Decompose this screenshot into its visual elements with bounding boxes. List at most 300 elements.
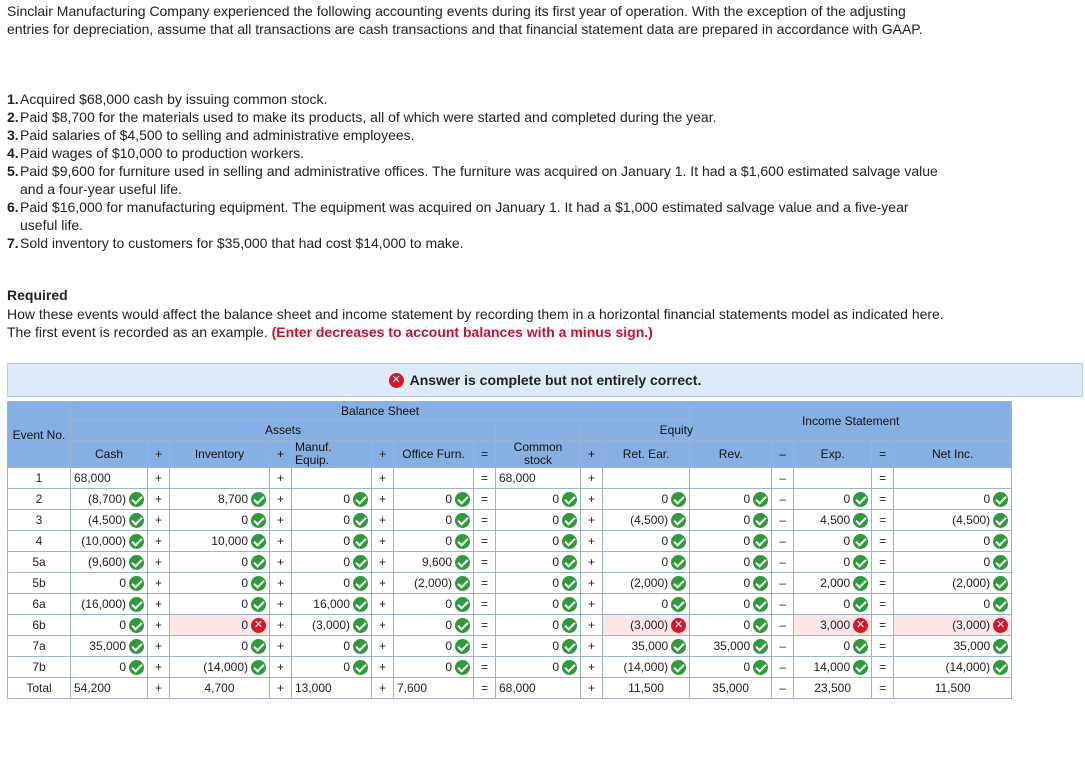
operator: +: [372, 594, 394, 615]
cell-office[interactable]: (2,000): [394, 573, 474, 594]
cell-ret[interactable]: 0: [603, 489, 690, 510]
correct-check-icon: [251, 534, 266, 549]
cell-rev[interactable]: 0: [690, 531, 772, 552]
cell-exp[interactable]: 0: [794, 531, 872, 552]
operator: +: [372, 657, 394, 678]
cell-exp[interactable]: 0: [794, 489, 872, 510]
cell-net: [894, 468, 1012, 489]
correct-check-icon: [853, 555, 868, 570]
operator: +: [270, 678, 292, 699]
total-inv: 4,700: [170, 678, 270, 699]
correct-check-icon: [671, 576, 686, 591]
cell-cash[interactable]: 0: [71, 615, 148, 636]
table-row: [8, 657, 1012, 678]
operator: +: [270, 531, 292, 552]
correct-check-icon: [129, 660, 144, 675]
correct-check-icon: [993, 639, 1008, 654]
correct-check-icon: [129, 513, 144, 528]
col-common-stock: Common stock: [496, 441, 581, 468]
cell-inv[interactable]: 0 ✕: [170, 615, 270, 636]
event-list: [7, 90, 947, 252]
table-row: [8, 531, 1012, 552]
total-manuf: 13,000: [292, 678, 372, 699]
cell-cash[interactable]: 0: [71, 573, 148, 594]
event-number: 5b: [8, 573, 71, 594]
cell-net[interactable]: (14,000): [894, 657, 1012, 678]
incorrect-icon: ✕: [993, 618, 1008, 633]
correct-check-icon: [753, 492, 768, 507]
operator: +: [581, 636, 603, 657]
correct-check-icon: [562, 639, 577, 654]
correct-check-icon: [671, 534, 686, 549]
correct-check-icon: [455, 555, 470, 570]
operator: =: [474, 678, 496, 699]
correct-check-icon: [753, 576, 768, 591]
cell-ret[interactable]: (2,000): [603, 573, 690, 594]
incorrect-icon: ✕: [251, 618, 266, 633]
operator: –: [772, 636, 794, 657]
cell-office[interactable]: 0: [394, 510, 474, 531]
correct-check-icon: [251, 513, 266, 528]
operator: +: [148, 636, 170, 657]
event-number: 4: [8, 531, 71, 552]
operator: =: [474, 657, 496, 678]
problem-intro: Sinclair Manufacturing Company experienced the following accounting events during its first year of operation. With the exception of the adjusting entries for depreciation, assume that all transactions are cash transactions and that financial statement data are prepared in accordance with GAAP.: [7, 3, 923, 37]
operator: –: [772, 594, 794, 615]
cell-inv[interactable]: 8,700: [170, 489, 270, 510]
operator: =: [474, 510, 496, 531]
correct-check-icon: [562, 660, 577, 675]
total-exp: 23,500: [794, 678, 872, 699]
cell-net[interactable]: (4,500): [894, 510, 1012, 531]
operator: –: [772, 615, 794, 636]
col-inventory: Inventory: [170, 441, 270, 468]
operator: +: [581, 552, 603, 573]
x-circle-icon: ✕: [389, 373, 404, 388]
incorrect-icon: ✕: [853, 618, 868, 633]
correct-check-icon: [993, 555, 1008, 570]
financial-statements-model: Event No. Balance Sheet Income Statement Assets Equity Cash + Inventory + Manuf. Equip. + Office Furn. = Common stock + Ret. Ear. Rev. – Exp. = Net Inc. 1 68,000 + + + = 68,000 + – = 2 (8,700) + 8,700 + 0 + 0 = 0 + 0 0 – 0 = 0 3 (4,500) + 0 + 0 + 0 = 0 + (4,500) 0 – 4,500 = (4,500) 4 (10,000) + 10,000 + 0 + 0 = 0 + 0 0 – 0 = 0 5a (9,600) + 0 + 0 + 9,600 = 0 + 0 0 – 0 = 0 5b 0 + 0 + 0 + (2,000) = 0 + (2,000) 0 – 2,000 = (2,000) 6a (16,000) + 0 + 16,000 + 0 = 0 + 0 0 – 0 = 0 6b 0 + 0 ✕ + (3,000) + 0 = 0 + (3,000) ✕ 0 – 3,000 ✕ = (3,000) ✕ 7a 35,000 + 0 + 0 + 0 = 0 + 35,000 35,000 – 0 = 35,000 7b 0 + (14,000) + 0 + 0 = 0 + (14,000) 0 – 14,000 = (14,000) Total 54,200 + 4,700 + 13,000 + 7,600 = 68,000 + 11,500 35,000 – 23,500 = 11,500: [7, 401, 1012, 699]
cell-cash[interactable]: (16,000): [71, 594, 148, 615]
cell-stock[interactable]: 0: [496, 573, 581, 594]
correct-check-icon: [251, 576, 266, 591]
operator: +: [148, 510, 170, 531]
correct-check-icon: [562, 597, 577, 612]
col-manuf-equip: Manuf. Equip.: [292, 441, 372, 468]
cell-net[interactable]: 0: [894, 489, 1012, 510]
cell-exp: [794, 468, 872, 489]
event-number: 7b: [8, 657, 71, 678]
correct-check-icon: [671, 513, 686, 528]
event-item: 5. Paid $9,600 for furniture used in selling and administrative offices. The furniture was acquired on January 1. It had a $1,600 estimated salvage value and a four-year useful life.: [7, 163, 938, 197]
operator: +: [270, 510, 292, 531]
cell-office[interactable]: 0: [394, 489, 474, 510]
event-number: 1: [8, 468, 71, 489]
correct-check-icon: [753, 534, 768, 549]
correct-check-icon: [251, 492, 266, 507]
cell-exp[interactable]: 14,000: [794, 657, 872, 678]
operator: +: [148, 594, 170, 615]
operator: +: [372, 552, 394, 573]
cell-ret[interactable]: 0: [603, 594, 690, 615]
cell-net[interactable]: (3,000) ✕: [894, 615, 1012, 636]
table-row: [8, 573, 1012, 594]
required-heading: Required: [7, 287, 68, 303]
cell-exp[interactable]: 0: [794, 594, 872, 615]
operator: =: [872, 615, 894, 636]
cell-cash[interactable]: (10,000): [71, 531, 148, 552]
operator: =: [872, 489, 894, 510]
assets-header: Assets: [71, 420, 496, 441]
operator: =: [872, 594, 894, 615]
cell-manuf[interactable]: 0: [292, 636, 372, 657]
correct-check-icon: [353, 513, 368, 528]
correct-check-icon: [353, 618, 368, 633]
cell-rev[interactable]: 0: [690, 573, 772, 594]
correct-check-icon: [129, 492, 144, 507]
correct-check-icon: [562, 534, 577, 549]
cell-office[interactable]: 0: [394, 531, 474, 552]
table-row: [8, 552, 1012, 573]
cell-stock[interactable]: 0: [496, 594, 581, 615]
total-row: [8, 678, 1012, 699]
correct-check-icon: [671, 639, 686, 654]
correct-check-icon: [671, 660, 686, 675]
operator: =: [872, 573, 894, 594]
correct-check-icon: [251, 555, 266, 570]
correct-check-icon: [353, 492, 368, 507]
correct-check-icon: [853, 639, 868, 654]
operator: =: [474, 489, 496, 510]
answer-status-text: Answer is complete but not entirely correct.: [409, 372, 702, 388]
cell-rev: [690, 468, 772, 489]
cell-rev[interactable]: 35,000: [690, 636, 772, 657]
correct-check-icon: [129, 555, 144, 570]
cell-cash[interactable]: (8,700): [71, 489, 148, 510]
operator: +: [372, 489, 394, 510]
correct-check-icon: [671, 555, 686, 570]
event-item: 1. Acquired $68,000 cash by issuing common stock.: [7, 91, 328, 107]
correct-check-icon: [455, 660, 470, 675]
cell-ret[interactable]: 0: [603, 531, 690, 552]
event-no-header: Event No.: [8, 402, 71, 468]
correct-check-icon: [251, 597, 266, 612]
operator: +: [270, 594, 292, 615]
operator: +: [372, 636, 394, 657]
correct-check-icon: [455, 513, 470, 528]
operator: +: [270, 489, 292, 510]
event-number: 6a: [8, 594, 71, 615]
event-number: 7a: [8, 636, 71, 657]
operator: =: [474, 552, 496, 573]
cell-manuf[interactable]: 0: [292, 531, 372, 552]
cell-cash[interactable]: 35,000: [71, 636, 148, 657]
equity-header: Equity: [581, 420, 772, 441]
operator: +: [148, 573, 170, 594]
operator: –: [772, 657, 794, 678]
cell-manuf[interactable]: 0: [292, 489, 372, 510]
cell-cash[interactable]: (9,600): [71, 552, 148, 573]
cell-exp[interactable]: 0: [794, 636, 872, 657]
operator: –: [772, 468, 794, 489]
cell-net[interactable]: 0: [894, 531, 1012, 552]
cell-stock[interactable]: 0: [496, 489, 581, 510]
correct-check-icon: [753, 660, 768, 675]
cell-inv[interactable]: 0: [170, 636, 270, 657]
correct-check-icon: [251, 660, 266, 675]
correct-check-icon: [562, 618, 577, 633]
cell-exp[interactable]: 4,500: [794, 510, 872, 531]
cell-ret[interactable]: (3,000) ✕: [603, 615, 690, 636]
total-stock: 68,000: [496, 678, 581, 699]
answer-status-banner: [7, 363, 1083, 397]
operator: –: [772, 552, 794, 573]
correct-check-icon: [853, 597, 868, 612]
correct-check-icon: [671, 492, 686, 507]
event-item: 6. Paid $16,000 for manufacturing equipment. The equipment was acquired on January 1. It had a $1,000 estimated salvage value and a five-year useful life.: [7, 199, 909, 233]
cell-manuf[interactable]: 0: [292, 657, 372, 678]
cell-rev[interactable]: 0: [690, 489, 772, 510]
total-office: 7,600: [394, 678, 474, 699]
operator: –: [772, 531, 794, 552]
cell-stock[interactable]: 0: [496, 510, 581, 531]
correct-check-icon: [853, 576, 868, 591]
cell-stock[interactable]: 0: [496, 531, 581, 552]
cell-manuf[interactable]: 0: [292, 510, 372, 531]
cell-rev[interactable]: 0: [690, 594, 772, 615]
operator: +: [270, 573, 292, 594]
incorrect-icon: ✕: [671, 618, 686, 633]
operator: +: [148, 657, 170, 678]
cell-office[interactable]: 0: [394, 615, 474, 636]
operator: +: [372, 678, 394, 699]
income-statement-header: Income Statement: [690, 402, 1012, 441]
correct-check-icon: [562, 513, 577, 528]
operator: =: [872, 678, 894, 699]
cell-net[interactable]: 35,000: [894, 636, 1012, 657]
operator: =: [872, 531, 894, 552]
cell-inv: [170, 468, 270, 489]
operator: =: [872, 510, 894, 531]
correct-check-icon: [455, 597, 470, 612]
correct-check-icon: [129, 639, 144, 654]
cell-exp[interactable]: 2,000: [794, 573, 872, 594]
cell-ret[interactable]: (4,500): [603, 510, 690, 531]
cell-inv[interactable]: 0: [170, 573, 270, 594]
correct-check-icon: [993, 576, 1008, 591]
correct-check-icon: [353, 639, 368, 654]
total-net: 11,500: [894, 678, 1012, 699]
instruction-highlight: (Enter decreases to account balances with a minus sign.): [271, 324, 653, 340]
cell-manuf[interactable]: (3,000): [292, 615, 372, 636]
cell-inv[interactable]: 0: [170, 594, 270, 615]
correct-check-icon: [353, 576, 368, 591]
cell-office[interactable]: 9,600: [394, 552, 474, 573]
cell-manuf[interactable]: 0: [292, 552, 372, 573]
table-row: [8, 636, 1012, 657]
correct-check-icon: [455, 492, 470, 507]
correct-check-icon: [129, 597, 144, 612]
operator: +: [148, 678, 170, 699]
cell-cash: 68,000: [71, 468, 148, 489]
col-cash: Cash: [71, 441, 148, 468]
correct-check-icon: [993, 660, 1008, 675]
operator: +: [148, 489, 170, 510]
event-number: 3: [8, 510, 71, 531]
operator: =: [474, 468, 496, 489]
table-row: [8, 489, 1012, 510]
cell-office[interactable]: 0: [394, 657, 474, 678]
operator: +: [148, 531, 170, 552]
correct-check-icon: [455, 639, 470, 654]
correct-check-icon: [993, 513, 1008, 528]
correct-check-icon: [853, 660, 868, 675]
correct-check-icon: [853, 534, 868, 549]
operator: =: [872, 657, 894, 678]
correct-check-icon: [353, 534, 368, 549]
cell-rev[interactable]: 0: [690, 552, 772, 573]
operator: +: [581, 489, 603, 510]
operator: =: [872, 468, 894, 489]
operator: +: [581, 594, 603, 615]
cell-inv[interactable]: (14,000): [170, 657, 270, 678]
cell-manuf[interactable]: 16,000: [292, 594, 372, 615]
correct-check-icon: [753, 513, 768, 528]
cell-stock: 68,000: [496, 468, 581, 489]
correct-check-icon: [129, 576, 144, 591]
correct-check-icon: [753, 597, 768, 612]
cell-net[interactable]: (2,000): [894, 573, 1012, 594]
cell-stock[interactable]: 0: [496, 657, 581, 678]
correct-check-icon: [671, 597, 686, 612]
correct-check-icon: [562, 492, 577, 507]
col-rev: Rev.: [690, 441, 772, 468]
cell-stock[interactable]: 0: [496, 615, 581, 636]
cell-manuf[interactable]: 0: [292, 573, 372, 594]
cell-net[interactable]: 0: [894, 594, 1012, 615]
table-row: [8, 510, 1012, 531]
operator: +: [581, 573, 603, 594]
event-item: 4. Paid wages of $10,000 to production workers.: [7, 145, 305, 161]
operator: –: [772, 510, 794, 531]
balance-sheet-header: Balance Sheet: [71, 402, 690, 420]
correct-check-icon: [753, 639, 768, 654]
correct-check-icon: [753, 555, 768, 570]
total-ret: 11,500: [603, 678, 690, 699]
operator: =: [872, 552, 894, 573]
operator: –: [772, 573, 794, 594]
operator: +: [270, 468, 292, 489]
correct-check-icon: [993, 492, 1008, 507]
correct-check-icon: [353, 660, 368, 675]
operator: +: [270, 615, 292, 636]
correct-check-icon: [353, 597, 368, 612]
correct-check-icon: [562, 555, 577, 570]
event-item: 3. Paid salaries of $4,500 to selling and administrative employees.: [7, 127, 415, 143]
correct-check-icon: [251, 639, 266, 654]
correct-check-icon: [853, 513, 868, 528]
operator: +: [148, 468, 170, 489]
cell-exp[interactable]: 0: [794, 552, 872, 573]
cell-manuf: [292, 468, 372, 489]
operator: –: [772, 678, 794, 699]
event-number: 2: [8, 489, 71, 510]
required-text: How these events would affect the balance sheet and income statement by recording them in a horizontal financial statements model as indicated here. The first event is recorded as an example. (Enter decreases to account balances with a minus sign.): [7, 306, 944, 340]
operator: =: [474, 573, 496, 594]
cell-ret[interactable]: 0: [603, 552, 690, 573]
correct-check-icon: [129, 618, 144, 633]
cell-stock[interactable]: 0: [496, 636, 581, 657]
operator: +: [372, 573, 394, 594]
operator: +: [581, 531, 603, 552]
operator: +: [270, 636, 292, 657]
cell-net[interactable]: 0: [894, 552, 1012, 573]
cell-office[interactable]: 0: [394, 594, 474, 615]
cell-ret[interactable]: (14,000): [603, 657, 690, 678]
cell-cash[interactable]: 0: [71, 657, 148, 678]
event-item: 2. Paid $8,700 for the materials used to make its products, all of which were started and completed during the year.: [7, 109, 717, 125]
table-row: [8, 594, 1012, 615]
correct-check-icon: [129, 534, 144, 549]
cell-office: [394, 468, 474, 489]
cell-inv[interactable]: 0: [170, 510, 270, 531]
correct-check-icon: [455, 534, 470, 549]
table-row: [8, 468, 1012, 489]
correct-check-icon: [562, 576, 577, 591]
operator: +: [581, 615, 603, 636]
event-number: 6b: [8, 615, 71, 636]
cell-ret[interactable]: 35,000: [603, 636, 690, 657]
operator: +: [581, 678, 603, 699]
cell-inv[interactable]: 10,000: [170, 531, 270, 552]
col-exp: Exp.: [794, 441, 872, 468]
event-item: 7. Sold inventory to customers for $35,000 that had cost $14,000 to make.: [7, 235, 464, 251]
operator: –: [772, 489, 794, 510]
operator: +: [372, 615, 394, 636]
cell-rev[interactable]: 0: [690, 615, 772, 636]
cell-exp[interactable]: 3,000 ✕: [794, 615, 872, 636]
operator: =: [474, 636, 496, 657]
operator: +: [270, 657, 292, 678]
correct-check-icon: [353, 555, 368, 570]
col-ret-ear: Ret. Ear.: [603, 441, 690, 468]
total-cash: 54,200: [71, 678, 148, 699]
total-rev: 35,000: [690, 678, 772, 699]
table-row: [8, 615, 1012, 636]
cell-rev[interactable]: 0: [690, 510, 772, 531]
operator: =: [474, 594, 496, 615]
operator: +: [581, 657, 603, 678]
event-number: 5a: [8, 552, 71, 573]
cell-office[interactable]: 0: [394, 636, 474, 657]
correct-check-icon: [853, 492, 868, 507]
table-body: [8, 468, 1012, 699]
col-office-furn: Office Furn.: [394, 441, 474, 468]
correct-check-icon: [993, 597, 1008, 612]
cell-ret: [603, 468, 690, 489]
operator: +: [270, 552, 292, 573]
cell-inv[interactable]: 0: [170, 552, 270, 573]
cell-stock[interactable]: 0: [496, 552, 581, 573]
operator: +: [372, 468, 394, 489]
cell-rev[interactable]: 0: [690, 657, 772, 678]
cell-cash[interactable]: (4,500): [71, 510, 148, 531]
operator: +: [372, 510, 394, 531]
operator: +: [581, 510, 603, 531]
correct-check-icon: [455, 618, 470, 633]
operator: =: [872, 636, 894, 657]
correct-check-icon: [753, 618, 768, 633]
